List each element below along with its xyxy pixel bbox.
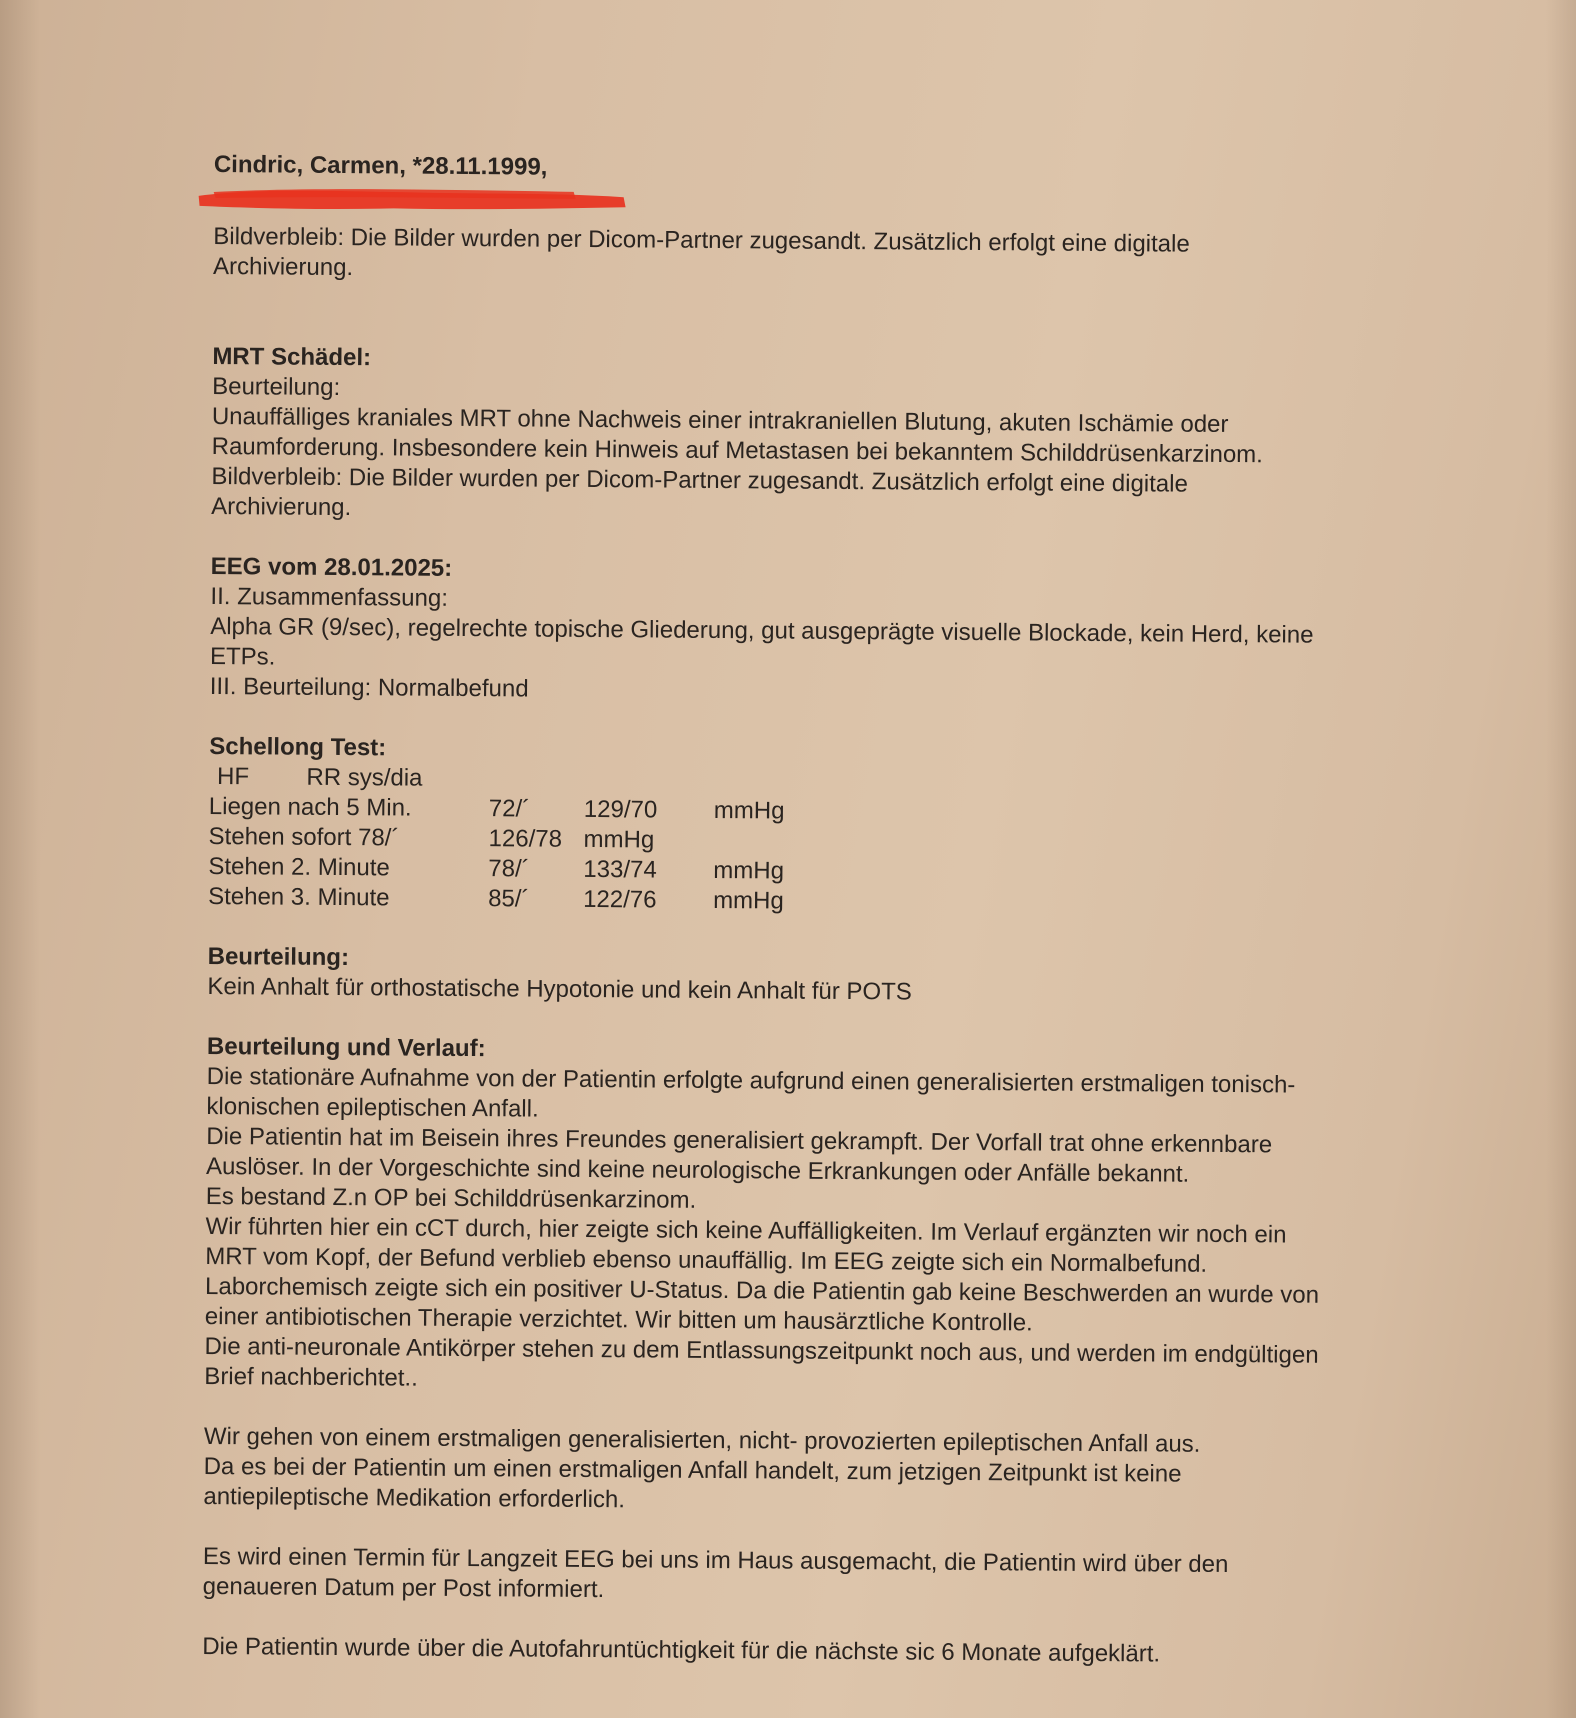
row-hf: 85/´: [488, 885, 530, 913]
verlauf-line: Es bestand Z.n OP bei Schilddrüsenkarzinom.: [205, 1182, 697, 1214]
conclusion-line: genaueren Datum per Post informiert.: [202, 1572, 605, 1604]
verlauf-line: klonischen epileptischen Anfall.: [206, 1092, 539, 1123]
row-label: Liegen nach 5 Min.: [208, 792, 412, 822]
row-unit: mmHg: [583, 825, 655, 854]
verlauf-heading: Beurteilung und Verlauf:: [206, 1032, 486, 1063]
row-hf: 78/´: [488, 855, 530, 883]
verlauf-section: [204, 1032, 1457, 1402]
conclusion-line: antiepileptische Medikation erforderlich.: [203, 1482, 626, 1514]
mrt-section: [211, 342, 1462, 532]
mrt-heading: MRT Schädel:: [212, 342, 372, 372]
beurteilung-section: [207, 942, 1457, 1012]
row-unit: mmHg: [713, 886, 784, 915]
verlauf-line: Wir führten hier ein cCT durch, hier zeigte sich keine Auffälligkeiten. Im Verlauf ergänzten wir noch ein: [205, 1212, 1287, 1249]
eeg-section: [210, 552, 1461, 712]
eeg-line: III. Beurteilung: Normalbefund: [209, 672, 529, 703]
conclusion-paragraph-3: Die Patientin wurde über die Autofahruntüchtigkeit für die nächste sic 6 Monate aufgeklärt.: [202, 1632, 1161, 1668]
beurteilung-heading: Beurteilung:: [207, 942, 350, 972]
eeg-line: Alpha GR (9/sec), regelrechte topische Gliederung, gut ausgeprägte visuelle Blockade, kein Herd, keine: [210, 612, 1314, 649]
row-hf: [713, 826, 833, 857]
row-hf: 72/´: [488, 795, 531, 823]
verlauf-line: Auslöser. In der Vorgeschichte sind keine neurologische Erkrankungen oder Anfälle bekannt.: [205, 1152, 1190, 1188]
mrt-label: Beurteilung:: [212, 372, 341, 401]
verlauf-line: Brief nachberichtet..: [204, 1362, 418, 1392]
schellong-heading: Schellong Test:: [209, 732, 387, 762]
verlauf-line: MRT vom Kopf, der Befund verblieb ebenso unauffällig. Im EEG zeigte sich ein Normalbefund.: [205, 1242, 1208, 1278]
verlauf-line: Laborchemisch zeigte sich ein positiver U-Status. Da die Patientin gab keine Beschwerden an wurde von: [204, 1272, 1320, 1309]
mrt-line: Archivierung.: [211, 492, 352, 522]
eeg-heading: EEG vom 28.01.2025:: [210, 552, 453, 582]
medical-report-page: [202, 150, 1464, 1672]
intro-bildverbleib-line-1: Bildverbleib: Die Bilder wurden per Dicom-Partner zugesandt. Zusätzlich erfolgt eine digitale: [213, 222, 1190, 258]
verlauf-line: Die anti-neuronale Antikörper stehen zu dem Entlassungszeitpunkt noch aus, und werden im endgültigen: [204, 1332, 1319, 1369]
row-unit: mmHg: [713, 856, 785, 885]
conclusion-paragraph-2: [203, 1542, 1453, 1612]
conclusion-line: Es wird einen Termin für Langzeit EEG bei uns im Haus ausgemacht, die Patientin wird über den: [202, 1542, 1229, 1579]
conclusion-paragraph-1: [203, 1422, 1454, 1522]
schellong-table: [208, 792, 1459, 922]
row-rr: 126/78: [488, 825, 563, 853]
row-label: Stehen sofort 78/´: [208, 822, 400, 852]
paper-shadow-right: [1546, 0, 1576, 1718]
row-rr: 129/70: [583, 795, 658, 824]
conclusion-line: Da es bei der Patientin um einen erstmaligen Anfall handelt, zum jetzigen Zeitpunkt ist keine: [203, 1452, 1182, 1488]
mrt-line: Unauffälliges kraniales MRT ohne Nachweis einer intrakraniellen Blutung, akuten Ischämie oder: [211, 402, 1229, 438]
intro-bildverbleib-line-2: Archivierung.: [212, 252, 354, 282]
paper-shadow-left: [0, 0, 40, 1718]
beurteilung-text: Kein Anhalt für orthostatische Hypotonie und kein Anhalt für POTS: [207, 972, 912, 1006]
row-rr: 133/74: [583, 855, 657, 884]
verlauf-line: einer antibiotischen Therapie verzichtet. Wir bitten um hausärztliche Kontrolle.: [204, 1302, 1033, 1337]
conclusion-line: Wir gehen von einem erstmaligen generalisierten, nicht- provozierten epileptischen Anfall aus.: [203, 1422, 1201, 1458]
column-rr: RR sys/dia: [306, 763, 423, 792]
redaction-mark: [194, 182, 634, 211]
row-unit: mmHg: [713, 796, 785, 825]
schellong-section: [208, 732, 1459, 922]
row-rr: 122/76: [583, 885, 657, 914]
eeg-line: ETPs.: [209, 642, 276, 671]
row-label: Stehen 3. Minute: [208, 882, 390, 912]
mrt-line: Bildverbleib: Die Bilder wurden per Dicom-Partner zugesandt. Zusätzlich erfolgt eine digitale: [211, 462, 1188, 498]
eeg-line: II. Zusammenfassung:: [210, 582, 449, 612]
column-hf: HF: [216, 763, 250, 791]
row-label: Stehen 2. Minute: [208, 852, 390, 882]
verlauf-line: Die Patientin hat im Beisein ihres Freundes generalisiert gekrampft. Der Vorfall trat ohne erkennbare: [206, 1122, 1273, 1159]
verlauf-line: Die stationäre Aufnahme von der Patientin erfolgte aufgrund einen generalisierten erstmaligen tonisch-: [206, 1062, 1296, 1099]
patient-header: Cindric, Carmen, *28.11.1999,: [213, 150, 548, 181]
mrt-line: Raumforderung. Insbesondere kein Hinweis auf Metastasen bei bekanntem Schilddrüsenkarzinom.: [211, 432, 1263, 469]
